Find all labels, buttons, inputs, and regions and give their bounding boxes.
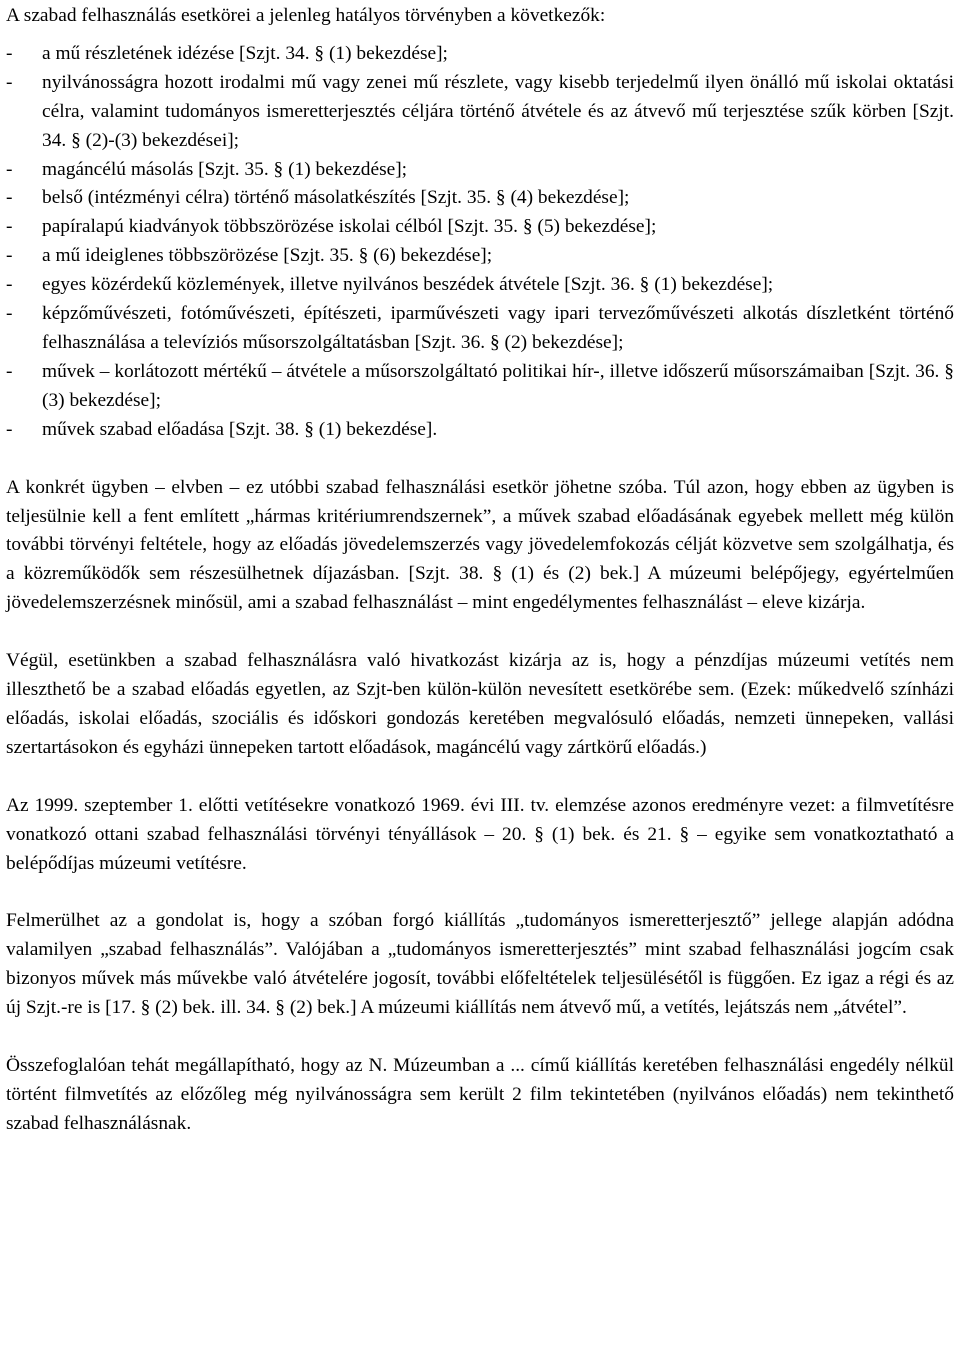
document-page [6,2,954,1139]
list-item [6,300,954,358]
paragraph-scientific-dissemination: Felmerülhet az a gondolat is, hogy a szóban forgó kiállítás „tudományos ismeretterjesztő” jellege alapján adódna valamilyen „szabad felhasználás”. Valójában a „tudományos ismeretterjesztés” mint szabad felhasználási jogcím csak bizonyos művek más művekbe való átvételére jogosít, további előfeltételek teljesülésétől is függően. Ez igaz a régi és az új Szjt.-re is [17. § (2) bek. ill. 34. § (2) bek.] A múzeumi kiállítás nem átvevő mű, a vetítés, lejátszás nem „átvétel”. [6,910,954,1019]
list-item [6,40,954,69]
bullet-dash: - [6,187,13,209]
paragraph-concrete-case: A konkrét ügyben – elvben – ez utóbbi szabad felhasználási esetkör jöhetne szóba. Túl azon, hogy ebben az ügyben is teljesülnie kell a fent említett „hármas kritériumrendszernek”, a művek szabad előadásának egyebek mellett még külön további törvényi feltétele, hogy az előadás jövedelemszerzés vagy jövedelemfokozás célját közvetve sem szolgálhatja, és a közreműködők sem részesülhetnek díjazásban. [Szjt. 38. § (1) és (2) bek.] A múzeumi belépőjegy, egyértelműen jövedelemszerzésnek minősül, ami a szabad felhasználást – mint engedélymentes felhasználást – eleve kizárja. [6,476,954,614]
bullet-dash: - [6,216,13,238]
bullet-dash: - [6,303,13,325]
list-item [6,184,954,213]
bullet-dash: - [6,418,13,440]
bullet-dash: - [6,245,13,267]
list-item [6,416,954,445]
free-use-cases-list [6,40,954,445]
list-item-text: képzőművészeti, fotóművészeti, építészeti, iparművészeti vagy ipari tervezőművészeti alkotás díszletként történő felhasználása a televíziós műsorszolgáltatásban [Szjt. 36. § (2) bekezdése]; [42,303,954,353]
bullet-dash: - [6,158,13,180]
list-item-text: a mű ideiglenes többszörözése [Szjt. 35. § (6) bekezdése]; [42,245,493,267]
paragraph-summary: Összefoglalóan tehát megállapítható, hogy az N. Múzeumban a ... című kiállítás keretében felhasználási engedély nélkül történt filmvetítés az előzőleg még nyilvánosságra sem került 2 film tekintetében (nyilvános előadás) nem tekinthető szabad felhasználásnak. [6,1055,954,1134]
paragraph-1969-act: Az 1999. szeptember 1. előtti vetítésekre vonatkozó 1969. évi III. tv. elemzése azonos eredményre vezet: a filmvetítésre vonatkozó ottani szabad felhasználási törvényi tényállások – 20. § (1) bek. és 21. § – egyike sem vonatkoztatható a belépődíjas múzeumi vetítésre. [6,794,954,874]
list-item [6,271,954,300]
list-item [6,358,954,416]
bullet-dash: - [6,42,13,64]
list-item-text: papíralapú kiadványok többszörözése iskolai célból [Szjt. 35. § (5) bekezdése]; [42,216,657,238]
list-item [6,213,954,242]
list-item-text: művek szabad előadása [Szjt. 38. § (1) bekezdése]. [42,418,438,440]
list-item [6,69,954,156]
list-item-text: magáncélú másolás [Szjt. 35. § (1) bekezdése]; [42,158,408,180]
bullet-dash: - [6,360,13,382]
list-item [6,156,954,185]
list-item-text: egyes közérdekű közlemények, illetve nyilvános beszédek átvétele [Szjt. 36. § (1) bekezdése]; [42,274,774,296]
list-item-text: művek – korlátozott mértékű – átvétele a műsorszolgáltató politikai hír-, illetve időszerű műsorszámaiban [Szjt. 36. § (3) bekezdése]; [42,360,954,411]
intro-sentence: A szabad felhasználás esetkörei a jelenleg hatályos törvényben a következők: [6,5,606,26]
bullet-dash: - [6,71,13,93]
list-item [6,242,954,271]
list-item-text: a mű részletének idézése [Szjt. 34. § (1) bekezdése]; [42,42,448,64]
list-item-text: belső (intézményi célra) történő másolatkészítés [Szjt. 35. § (4) bekezdése]; [42,187,630,209]
paragraph-finally: Végül, esetünkben a szabad felhasználásra való hivatkozást kizárja az is, hogy a pénzdíjas múzeumi vetítés nem illeszthető be a szabad előadás egyetlen, az Szjt-ben külön-külön nevesített esetkörébe sem. (Ezek: műkedvelő színházi előadás, iskolai előadás, szociális és időskori gondozás keretében megvalósuló előadás, nemzeti ünnepeken, vallási szertartásokon és egyházi ünnepeken tartott előadások, magáncélú vagy zártkörű előadás.) [6,650,954,758]
list-item-text: nyilvánosságra hozott irodalmi mű vagy zenei mű részlete, vagy kisebb terjedelmű ilyen önálló mű iskolai oktatási célra, valamint tudományos ismeretterjesztés céljára történő átvétele és az átvevő mű terjesztése szűk körben [Szjt. 34. § (2)-(3) bekezdései]; [42,71,954,151]
bullet-dash: - [6,274,13,296]
